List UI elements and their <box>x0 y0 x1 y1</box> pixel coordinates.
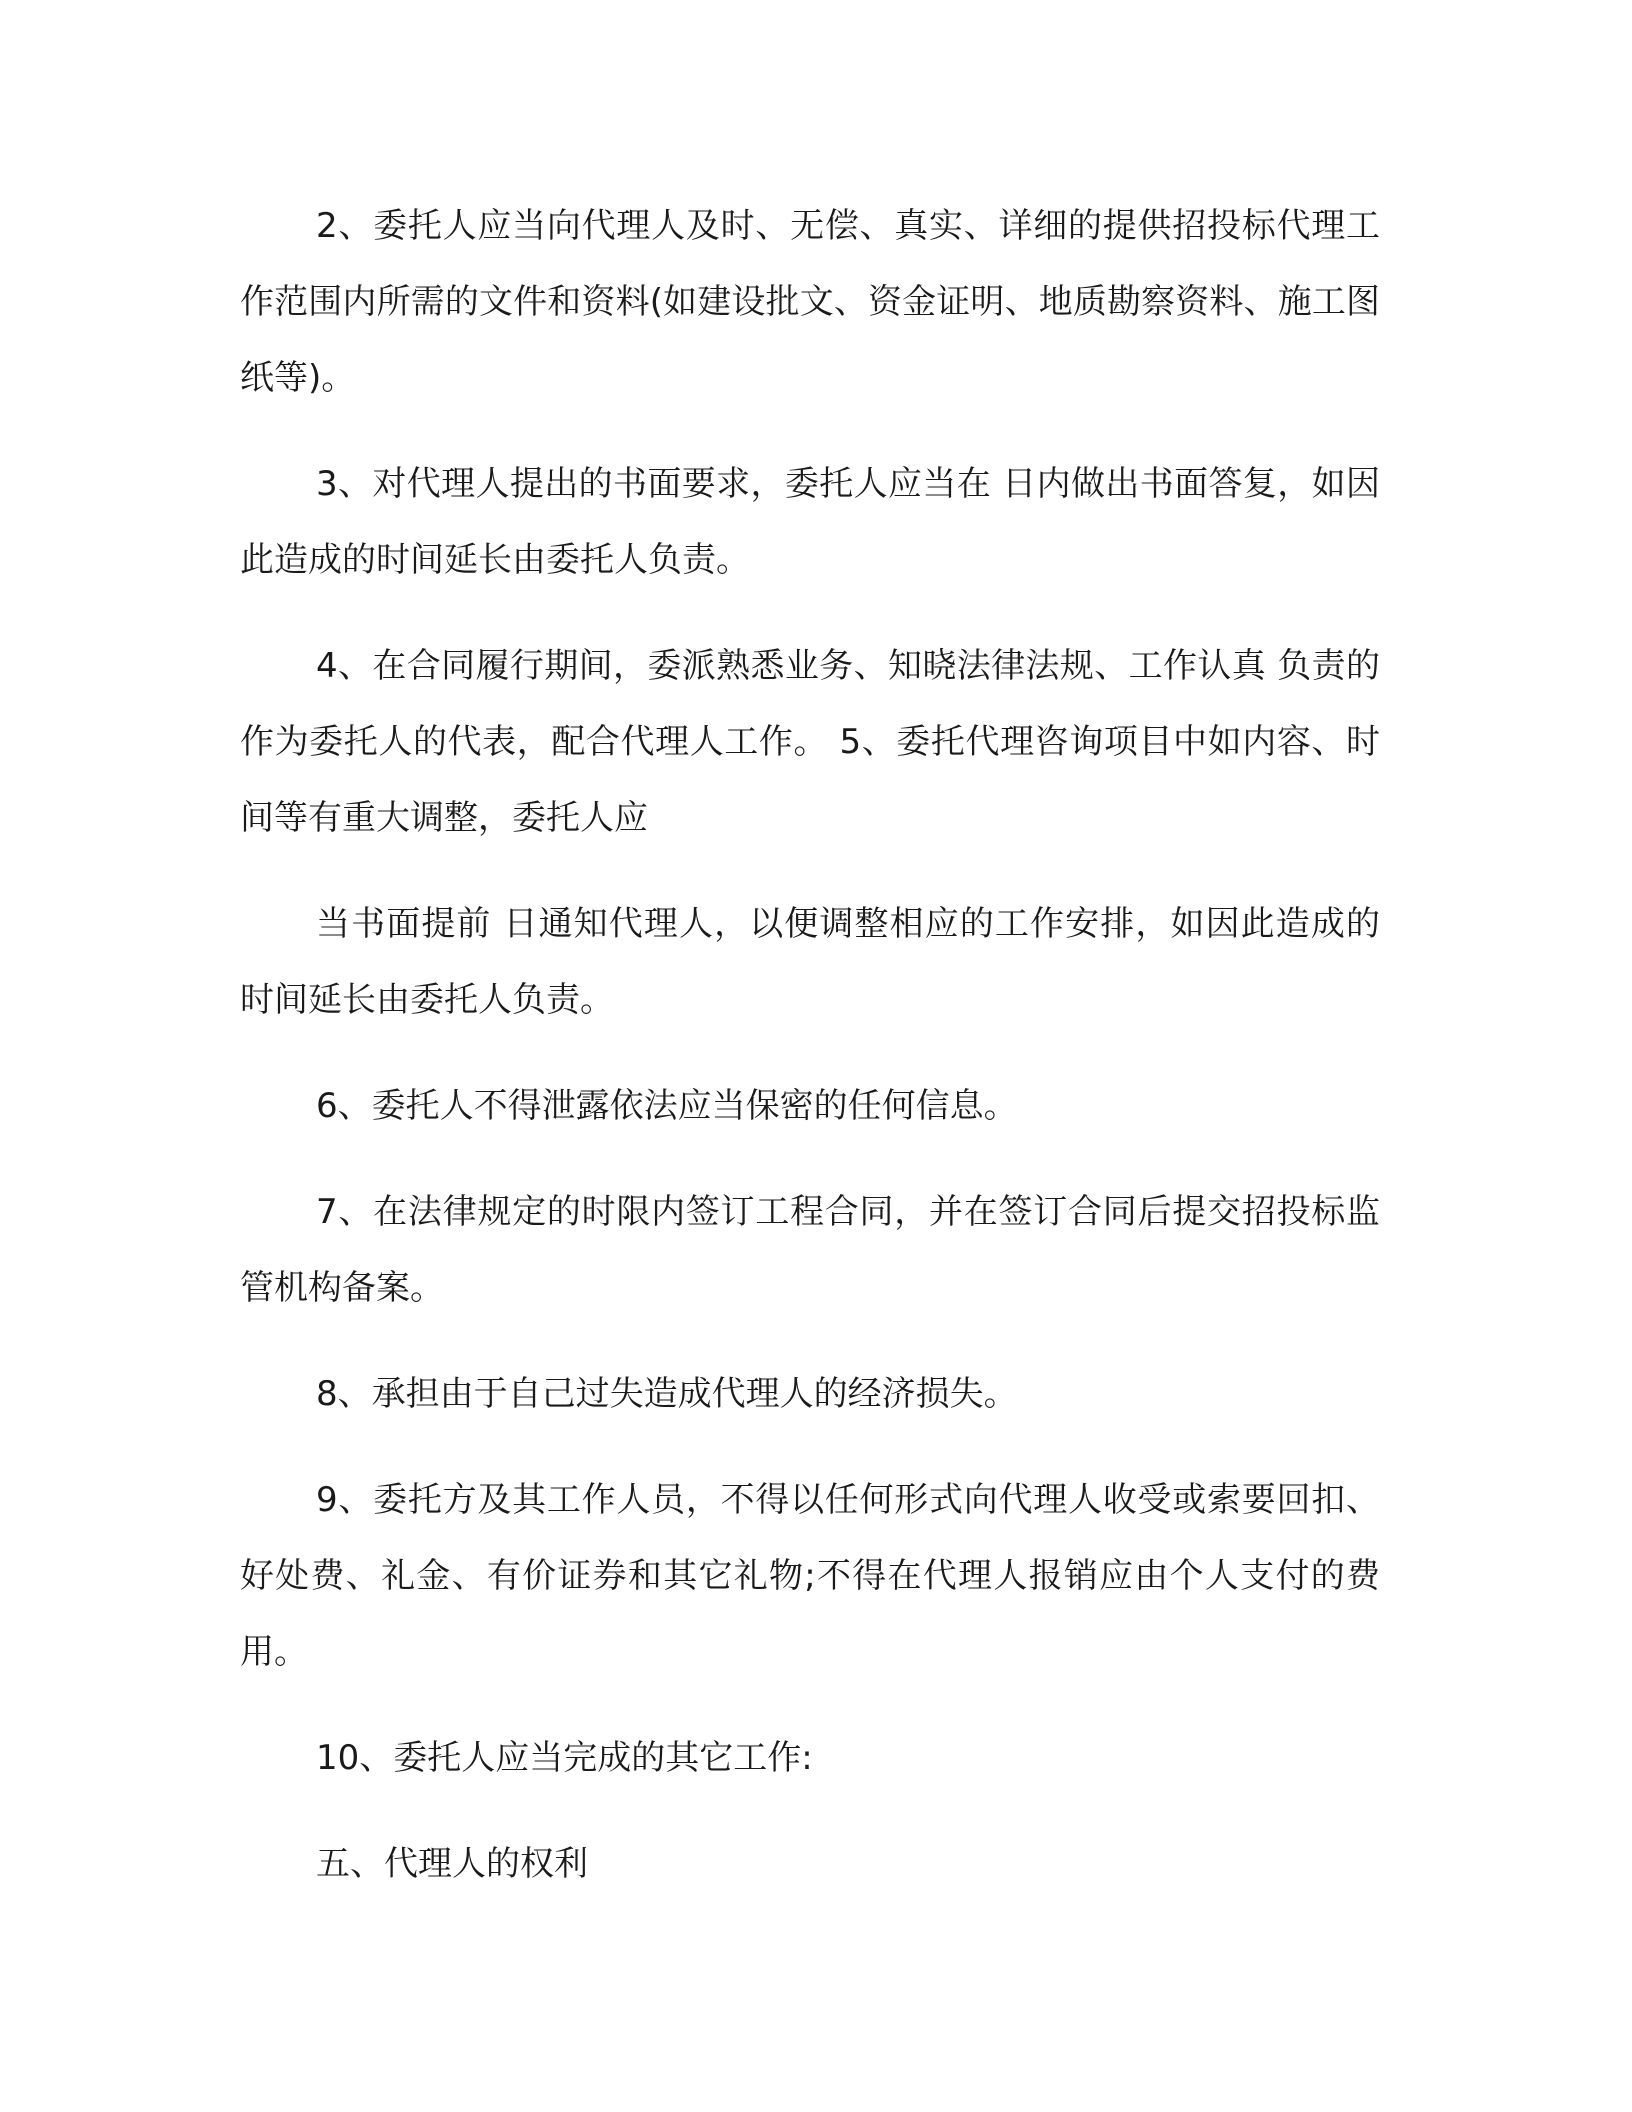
section-heading-agent-rights: 五、代理人的权利 <box>316 1844 588 1884</box>
paragraph-clause-8: 8、承担由于自己过失造成代理人的经济损失。 <box>316 1374 1018 1414</box>
paragraph-clause-6: 6、委托人不得泄露依法应当保密的任何信息。 <box>316 1086 1018 1126</box>
paragraph-clause-7: 7、在法律规定的时限内签订工程合同，并在签订合同后提交招投标监管机构备案。 <box>240 1192 1380 1308</box>
paragraph-clause-5-continued: 当书面提前 日通知代理人，以便调整相应的工作安排，如因此造成的时间延长由委托人负责。 <box>240 904 1380 1020</box>
paragraph-clause-3: 3、对代理人提出的书面要求，委托人应当在 日内做出书面答复，如因此造成的时间延长由委托人负责。 <box>240 464 1380 580</box>
document-body <box>240 188 1380 1932</box>
paragraph-clause-9: 9、委托方及其工作人员，不得以任何形式向代理人收受或索要回扣、好处费、礼金、有价证券和其它礼物;不得在代理人报销应由个人支付的费用。 <box>240 1480 1380 1672</box>
paragraph-clause-10: 10、委托人应当完成的其它工作: <box>316 1738 813 1778</box>
paragraph-clause-2: 2、委托人应当向代理人及时、无偿、真实、详细的提供招投标代理工作范围内所需的文件和资料(如建设批文、资金证明、地质勘察资料、施工图纸等)。 <box>240 206 1380 398</box>
paragraph-clause-4-5: 4、在合同履行期间，委派熟悉业务、知晓法律法规、工作认真 负责的 作为委托人的代表，配合代理人工作。 5、委托代理咨询项目中如内容、时间等有重大调整，委托人应 <box>240 646 1380 838</box>
